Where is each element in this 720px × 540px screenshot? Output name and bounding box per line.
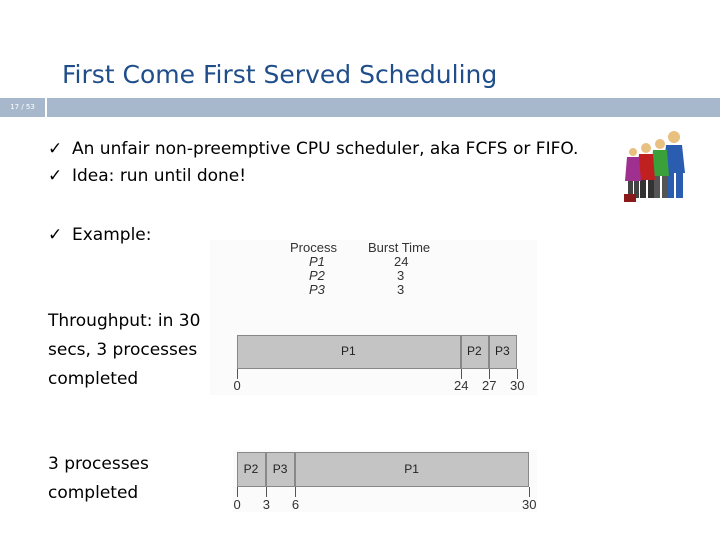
gantt-tick-line bbox=[529, 487, 530, 497]
gantt-segment-label: P3 bbox=[495, 344, 510, 358]
gantt-segment-label: P1 bbox=[341, 344, 356, 358]
gantt-segment-label: P3 bbox=[272, 461, 288, 476]
slide-title: First Come First Served Scheduling bbox=[62, 60, 498, 89]
table-cell-burst: 24 bbox=[394, 254, 409, 269]
gantt-tick-label: 27 bbox=[482, 378, 497, 393]
page-number: 17 / 53 bbox=[0, 98, 45, 117]
table-cell-process: P1 bbox=[309, 254, 325, 269]
bullet-2-text: Idea: run until done! bbox=[72, 166, 247, 186]
gantt-tick-label: 30 bbox=[522, 497, 537, 512]
table-header-process: Process bbox=[290, 240, 337, 255]
bullet-2 bbox=[48, 166, 246, 186]
throughput-line-1: Throughput: in 30 bbox=[48, 311, 201, 331]
table-cell-burst: 3 bbox=[397, 268, 405, 283]
bullet-3 bbox=[48, 225, 151, 245]
bullet-3-text: Example: bbox=[72, 225, 152, 245]
gantt-tick-label: 6 bbox=[291, 497, 300, 512]
gantt-tick-line bbox=[266, 487, 267, 497]
bullet-1 bbox=[48, 139, 578, 159]
title-divider-bar bbox=[47, 98, 720, 117]
gantt-tick-label: 30 bbox=[510, 378, 525, 393]
check-icon: ✓ bbox=[48, 166, 63, 186]
processes-line-2: completed bbox=[48, 483, 139, 503]
table-cell-process: P3 bbox=[309, 282, 325, 297]
throughput-text bbox=[48, 307, 200, 394]
table-header-burst: Burst Time bbox=[368, 240, 431, 255]
gantt-tick-line bbox=[295, 487, 296, 497]
table-cell-burst: 3 bbox=[397, 282, 405, 297]
processes-line-1: 3 processes bbox=[48, 454, 149, 474]
gantt-tick-line bbox=[237, 487, 238, 497]
fcfs-diagram-panel bbox=[210, 240, 537, 395]
gantt-tick-label: 3 bbox=[262, 497, 270, 512]
throughput-line-3: completed bbox=[48, 369, 139, 389]
throughput-line-2: secs, 3 processes bbox=[48, 340, 198, 360]
check-icon: ✓ bbox=[48, 139, 63, 159]
gantt-segment-label: P2 bbox=[243, 461, 259, 476]
processes-completed-text bbox=[48, 450, 149, 508]
people-group-icon bbox=[622, 128, 697, 206]
gantt-tick-label: 0 bbox=[233, 497, 241, 512]
gantt-segment-label: P2 bbox=[467, 344, 482, 358]
table-cell-process: P2 bbox=[309, 268, 325, 283]
check-icon: ✓ bbox=[48, 225, 63, 245]
bullet-1-text: An unfair non-preemptive CPU scheduler, aka FCFS or FIFO. bbox=[72, 139, 579, 159]
gantt-tick-label: 24 bbox=[454, 378, 469, 393]
gantt-tick-label: 0 bbox=[233, 378, 241, 393]
gantt-segment-label: P1 bbox=[404, 461, 419, 476]
